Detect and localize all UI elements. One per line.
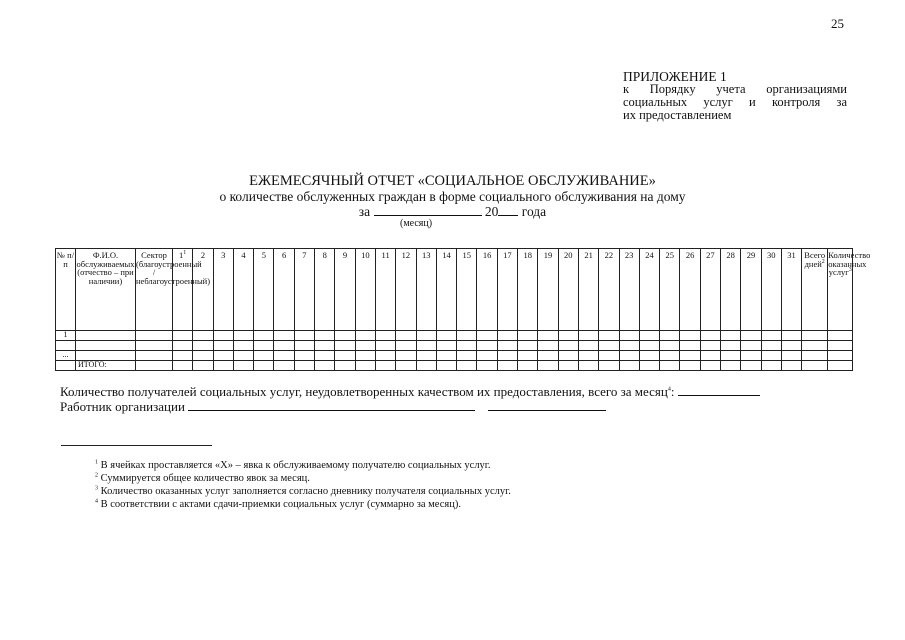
table-cell[interactable] [213, 361, 233, 371]
table-cell[interactable] [355, 331, 375, 341]
header-day-23: 23 [619, 249, 639, 331]
table-cell[interactable] [294, 341, 314, 351]
table-cell[interactable] [741, 341, 761, 351]
header-day-10: 10 [355, 249, 375, 331]
footnote-text: В соответствии с актами сдачи-приемки социальных услуг (суммарно за месяц). [100, 499, 461, 510]
header-day-12: 12 [396, 249, 416, 331]
table-cell[interactable] [518, 331, 538, 341]
table-cell[interactable] [761, 351, 781, 361]
header-day-29: 29 [741, 249, 761, 331]
table-cell[interactable] [538, 351, 558, 361]
table-cell[interactable] [213, 351, 233, 361]
appendix-line: к Порядку учета организациями [623, 82, 847, 96]
table-cell[interactable] [828, 341, 853, 351]
table-cell[interactable] [558, 341, 578, 351]
table-cell[interactable] [660, 361, 680, 371]
table-cell[interactable] [436, 351, 456, 361]
table-cell[interactable] [518, 341, 538, 351]
table-cell[interactable] [477, 351, 497, 361]
header-day-28: 28 [721, 249, 741, 331]
table-cell[interactable] [315, 341, 335, 351]
table-cell[interactable] [761, 341, 781, 351]
table-cell[interactable] [213, 341, 233, 351]
table-cell[interactable] [538, 331, 558, 341]
header-day-27: 27 [700, 249, 720, 331]
footnote-text: Суммируется общее количество явок за месяц. [100, 473, 310, 484]
header-name: Ф.И.О. обслуживаемых (отчество – при наличии) [76, 249, 136, 331]
table-cell[interactable] [375, 331, 395, 341]
table-cell[interactable] [315, 331, 335, 341]
table-cell[interactable] [802, 341, 828, 351]
footnote-text: Количество оказанных услуг заполняется согласно дневнику получателя социальных услуг. [100, 486, 511, 497]
table-cell[interactable] [781, 351, 801, 361]
table-cell[interactable] [396, 351, 416, 361]
table-cell[interactable] [558, 361, 578, 371]
table-cell[interactable] [721, 341, 741, 351]
header-services-count [828, 249, 871, 331]
table-cell[interactable] [741, 331, 761, 341]
table-cell[interactable] [700, 361, 720, 371]
table-cell[interactable] [781, 361, 801, 371]
table-cell[interactable] [416, 331, 436, 341]
table-cell[interactable] [457, 331, 477, 341]
table-cell[interactable] [599, 351, 619, 361]
footnote-mark: 4 [667, 386, 671, 393]
table-cell[interactable] [660, 341, 680, 351]
table-cell[interactable] [274, 351, 294, 361]
header-day-11: 11 [375, 249, 395, 331]
header-day-17: 17 [497, 249, 517, 331]
period-suffix: года [521, 204, 547, 219]
row-name-cell[interactable] [76, 351, 136, 361]
table-cell[interactable] [396, 341, 416, 351]
appendix-heading: ПРИЛОЖЕНИЕ 1 [623, 69, 727, 84]
report-title-block [0, 174, 905, 219]
table-cell[interactable] [538, 341, 558, 351]
table-cell[interactable] [233, 331, 253, 341]
table-cell[interactable] [193, 361, 213, 371]
table-cell[interactable] [294, 351, 314, 361]
header-day-30: 30 [761, 249, 781, 331]
header-day-24: 24 [639, 249, 659, 331]
table-cell[interactable] [700, 341, 720, 351]
month-blank-field[interactable] [374, 204, 482, 216]
row-name-cell[interactable] [76, 331, 136, 341]
table-cell[interactable] [639, 361, 659, 371]
table-row [56, 341, 853, 351]
footnote-text: В ячейках проставляется «Х» – явка к обслуживаемому получателю социальных услуг. [100, 460, 491, 471]
row-name-cell[interactable]: ИТОГО: [76, 361, 136, 371]
table-cell[interactable] [315, 361, 335, 371]
table-cell[interactable] [761, 331, 781, 341]
header-day-9: 9 [335, 249, 355, 331]
table-cell[interactable] [828, 331, 853, 341]
header-day-21: 21 [578, 249, 598, 331]
header-services-label: Количество оказанных услуг [828, 250, 871, 277]
table-cell[interactable] [335, 361, 355, 371]
year-blank-field[interactable] [498, 204, 518, 216]
table-cell[interactable] [781, 331, 801, 341]
table-cell[interactable] [578, 361, 598, 371]
table-cell[interactable] [477, 331, 497, 341]
employee-signature-field[interactable] [488, 399, 606, 411]
table-cell[interactable] [619, 341, 639, 351]
table-cell[interactable] [136, 361, 173, 371]
table-cell[interactable] [721, 351, 741, 361]
row-name-cell[interactable] [76, 341, 136, 351]
appendix-block [623, 70, 847, 122]
table-cell[interactable] [396, 331, 416, 341]
table-cell[interactable] [254, 341, 274, 351]
table-cell[interactable] [497, 331, 517, 341]
period-prefix: за [358, 204, 371, 219]
table-cell[interactable] [375, 361, 395, 371]
table-cell[interactable] [274, 361, 294, 371]
table-cell[interactable] [375, 341, 395, 351]
footnote-item [95, 459, 511, 472]
footnote-item [95, 472, 511, 485]
table-cell[interactable] [497, 351, 517, 361]
table-cell[interactable] [680, 351, 700, 361]
table-cell[interactable] [294, 361, 314, 371]
header-day-18: 18 [518, 249, 538, 331]
table-row [56, 351, 853, 361]
table-cell[interactable] [193, 331, 213, 341]
table-cell[interactable] [335, 351, 355, 361]
header-day-26: 26 [680, 249, 700, 331]
header-day-16: 16 [477, 249, 497, 331]
table-cell[interactable] [294, 331, 314, 341]
table-cell[interactable] [741, 361, 761, 371]
table-cell[interactable] [477, 341, 497, 351]
footnotes [95, 459, 511, 511]
appendix-line: социальных услуг и контроля за [623, 95, 847, 109]
table-cell[interactable] [233, 341, 253, 351]
unsatisfied-blank-field[interactable] [678, 384, 760, 396]
footnote-divider [61, 445, 212, 446]
header-day-4: 4 [233, 249, 253, 331]
row-number-cell[interactable]: ... [56, 351, 76, 361]
table-cell[interactable] [660, 351, 680, 361]
footnote-mark: 3 [95, 485, 98, 492]
page-number: 25 [831, 16, 844, 31]
table-cell[interactable] [136, 341, 173, 351]
table-cell[interactable] [599, 331, 619, 341]
table-cell[interactable] [802, 331, 828, 341]
footnote-mark: 2 [821, 258, 825, 265]
table-cell[interactable] [436, 341, 456, 351]
row-number-cell[interactable] [56, 341, 76, 351]
header-day-13: 13 [416, 249, 436, 331]
table-cell[interactable] [173, 361, 193, 371]
table-cell[interactable] [538, 361, 558, 371]
table-cell[interactable] [828, 351, 853, 361]
header-day-label: 1 [179, 250, 184, 260]
table-cell[interactable] [639, 341, 659, 351]
table-cell[interactable] [680, 361, 700, 371]
table-cell[interactable] [578, 351, 598, 361]
table-cell[interactable] [558, 331, 578, 341]
table-cell[interactable] [436, 331, 456, 341]
table-cell[interactable] [254, 331, 274, 341]
table-cell[interactable] [457, 361, 477, 371]
table-row [56, 361, 853, 371]
table-cell[interactable] [416, 361, 436, 371]
table-cell[interactable] [599, 361, 619, 371]
table-cell[interactable] [335, 341, 355, 351]
table-cell[interactable] [136, 351, 173, 361]
summary-block [60, 384, 760, 414]
table-cell[interactable] [639, 331, 659, 341]
table-cell[interactable] [396, 361, 416, 371]
table-cell[interactable] [173, 351, 193, 361]
table-cell[interactable] [436, 361, 456, 371]
row-number-cell[interactable] [56, 361, 76, 371]
table-cell[interactable] [619, 331, 639, 341]
table-cell[interactable] [721, 361, 741, 371]
table-cell[interactable] [578, 331, 598, 341]
table-cell[interactable] [680, 331, 700, 341]
employee-row [60, 399, 760, 414]
table-cell[interactable] [136, 331, 173, 341]
table-body [56, 331, 853, 371]
header-day-31: 31 [781, 249, 801, 331]
unsatisfied-label: Количество получателей социальных услуг, неудовлетворенных качеством их предоставления, всего за месяц [60, 384, 668, 399]
table-cell[interactable] [700, 331, 720, 341]
table-cell[interactable] [828, 361, 853, 371]
header-day-15: 15 [457, 249, 477, 331]
table-cell[interactable] [802, 351, 828, 361]
header-day-6: 6 [274, 249, 294, 331]
table-cell[interactable] [578, 341, 598, 351]
table-cell[interactable] [781, 341, 801, 351]
header-day-19: 19 [538, 249, 558, 331]
month-hint: (месяц) [400, 218, 433, 229]
header-day-22: 22 [599, 249, 619, 331]
header-day-8: 8 [315, 249, 335, 331]
table-cell[interactable] [518, 351, 538, 361]
table-cell[interactable] [599, 341, 619, 351]
table-cell[interactable] [274, 341, 294, 351]
table-cell[interactable] [233, 351, 253, 361]
header-day-7: 7 [294, 249, 314, 331]
table-cell[interactable] [741, 351, 761, 361]
table-cell[interactable] [457, 351, 477, 361]
table-cell[interactable] [274, 331, 294, 341]
table-cell[interactable] [721, 331, 741, 341]
report-title: ЕЖЕМЕСЯЧНЫЙ ОТЧЕТ «СОЦИАЛЬНОЕ ОБСЛУЖИВАНИЕ» [249, 173, 656, 189]
table-header-row [56, 249, 853, 331]
table-cell[interactable] [375, 351, 395, 361]
table-cell[interactable] [619, 351, 639, 361]
table-cell[interactable] [193, 351, 213, 361]
table-cell[interactable] [335, 331, 355, 341]
table-cell[interactable] [355, 361, 375, 371]
header-day-2: 2 [193, 249, 213, 331]
table-cell[interactable] [477, 361, 497, 371]
table-cell[interactable] [193, 341, 213, 351]
table-cell[interactable] [802, 361, 828, 371]
table-row [56, 331, 853, 341]
table-cell[interactable] [254, 361, 274, 371]
footnote-mark: 3 [848, 267, 852, 274]
footnote-mark: 4 [95, 498, 98, 505]
table-cell[interactable] [660, 331, 680, 341]
colon: : [670, 384, 678, 399]
table-cell[interactable] [173, 331, 193, 341]
table-cell[interactable] [416, 341, 436, 351]
footnote-mark: 2 [95, 472, 98, 479]
employee-label: Работник организации [60, 399, 185, 414]
table-cell[interactable] [680, 341, 700, 351]
table-cell[interactable] [761, 361, 781, 371]
employee-name-field[interactable] [188, 399, 475, 411]
table-cell[interactable] [619, 361, 639, 371]
table-cell[interactable] [213, 331, 233, 341]
table-cell[interactable] [173, 341, 193, 351]
header-total-days-label: Всего дней [804, 250, 826, 269]
row-number-cell[interactable]: 1 [56, 331, 76, 341]
footnote-item [95, 485, 511, 498]
table-cell[interactable] [233, 361, 253, 371]
table-cell[interactable] [497, 361, 517, 371]
footnote-item [95, 498, 511, 511]
table-cell[interactable] [497, 341, 517, 351]
table-cell[interactable] [558, 351, 578, 361]
appendix-line: их предоставлением [623, 108, 732, 122]
period-year-prefix: 20 [484, 204, 499, 219]
table-cell[interactable] [254, 351, 274, 361]
unsatisfied-row [60, 384, 760, 399]
header-day-14: 14 [436, 249, 456, 331]
header-day-25: 25 [660, 249, 680, 331]
report-table [55, 248, 871, 371]
header-day-5: 5 [254, 249, 274, 331]
table-cell[interactable] [315, 351, 335, 361]
header-sector: Сектор (благоустроенный / неблагоустроенный) [136, 249, 173, 331]
table-cell[interactable] [457, 341, 477, 351]
header-total-days [802, 249, 828, 331]
footnote-mark: 1 [183, 250, 187, 257]
table-cell[interactable] [355, 351, 375, 361]
report-period [0, 204, 905, 219]
table-cell[interactable] [700, 351, 720, 361]
table-cell[interactable] [416, 351, 436, 361]
header-day-20: 20 [558, 249, 578, 331]
table-cell[interactable] [639, 351, 659, 361]
table-cell[interactable] [355, 341, 375, 351]
table-cell[interactable] [518, 361, 538, 371]
header-number: № п/п [56, 249, 76, 331]
report-subtitle: о количестве обслуженных граждан в форме социального обслуживания на дому [219, 189, 686, 204]
header-day-3: 3 [213, 249, 233, 331]
footnote-mark: 1 [95, 459, 98, 466]
